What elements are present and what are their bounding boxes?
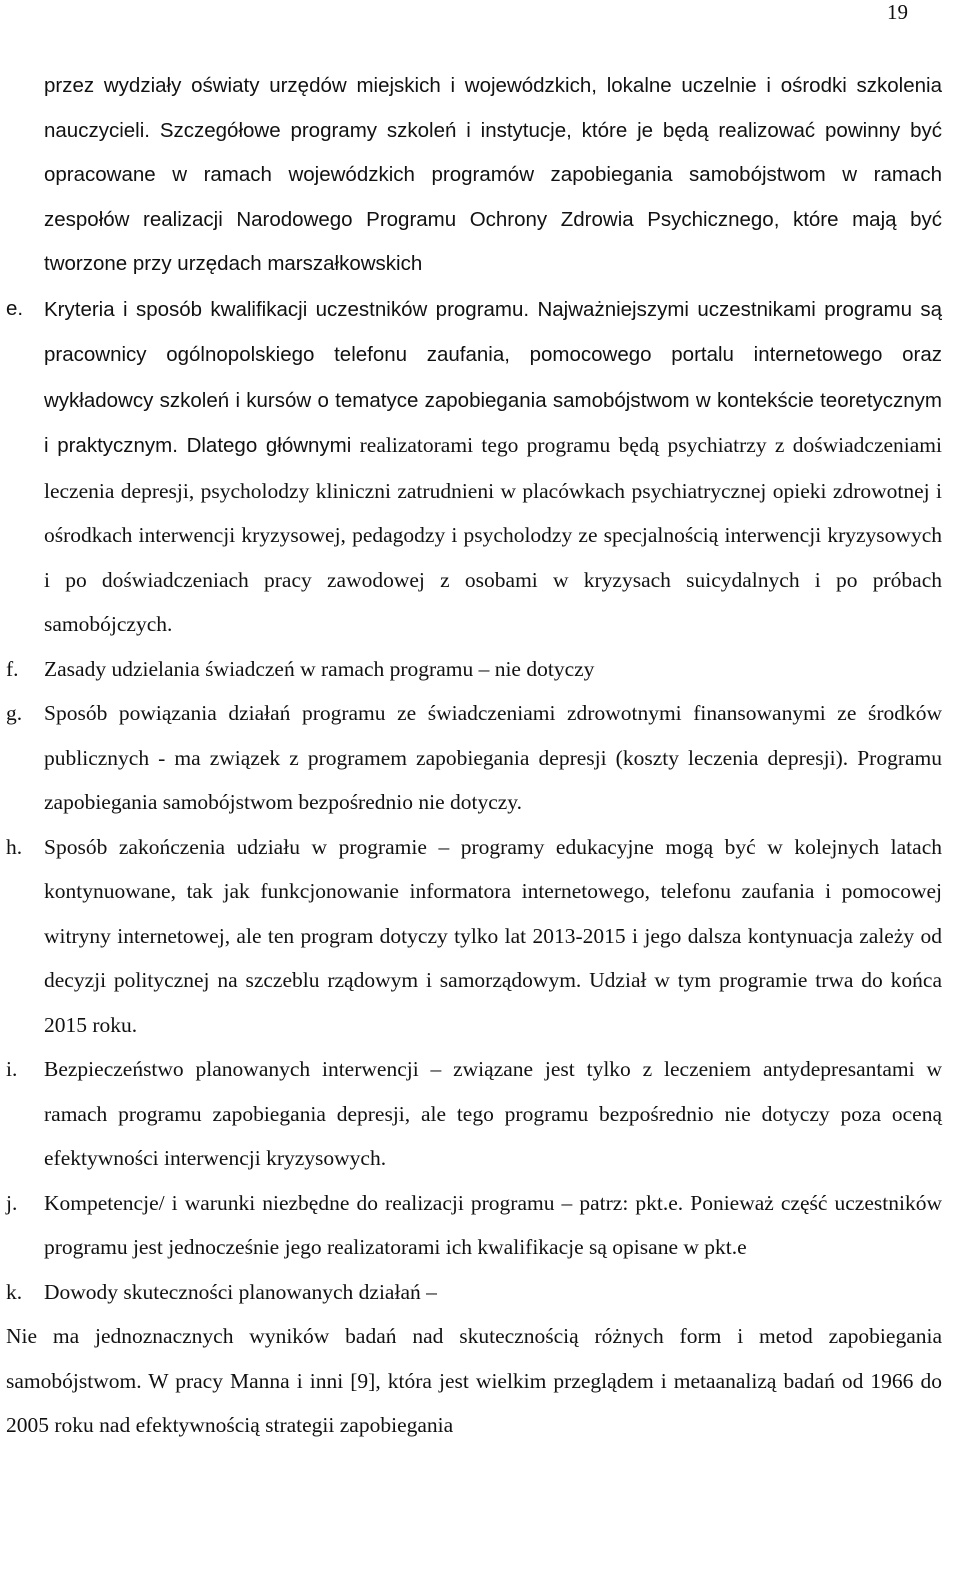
closing-paragraph: Nie ma jednoznacznych wyników badań nad skutecznością różnych form i metod zapobiegania samobójstwom. W pracy Manna i inni [9], która jest wielkim przeglądem i metaanalizą badań od 1966 do 2005 roku nad efektywnością strategii zapobiegania <box>6 1324 942 1437</box>
list-item-k <box>6 1270 942 1315</box>
list-item-text: Sposób zakończenia udziału w programie – programy edukacyjne mogą być w kolejnych latach kontynuowane, tak jak funkcjonowanie informatora internetowego, telefonu zaufania i pomocowej witryny internetowej, ale ten program dotyczy tylko lat 2013-2015 i jego dalsza kontynuacja zależy od decyzji politycznej na szczeblu rządowym i samorządowym. Udział w tym programie trwa do końca 2015 roku. <box>44 834 942 1037</box>
list-marker: f. <box>6 656 19 681</box>
document-body <box>6 64 942 1448</box>
list-item-text: Zasady udzielania świadczeń w ramach programu – nie dotyczy <box>44 656 595 681</box>
list-item-text-serif: realizatorami tego programu będą psychiatrzy z doświadczeniami leczenia depresji, psycholodzy kliniczni zatrudnieni w placówkach psychiatrycznej opieki zdrowotnej i ośrodkach interwencji kryzysowej, pedagodzy i psycholodzy ze specjalnością interwencji kryzysowych i po doświadczeniach pracy zawodowej z osobami w kryzysach suicydalnych i po próbach samobójczych. <box>44 433 943 636</box>
list-item-e <box>6 287 942 647</box>
intro-paragraph: przez wydziały oświaty urzędów miejskich i wojewódzkich, lokalne uczelnie i ośrodki szkolenia nauczycieli. Szczegółowe programy szkoleń i instytucje, które je będą realizować powinny być opracowane w ramach wojewódzkich programów zapobiegania samobójstwom w ramach zespołów realizacji Narodowego Programu Ochrony Zdrowia Psychicznego, które mają być tworzone przy urzędach marszałkowskich <box>44 74 942 275</box>
list-item-f <box>6 647 942 692</box>
list-marker: e. <box>6 296 24 320</box>
list-marker: g. <box>6 701 23 725</box>
list-item-text: Kompetencje/ i warunki niezbędne do realizacji programu – patrz: pkt.e. Ponieważ część uczestników programu jest jednocześnie jego realizatorami ich kwalifikacje są opisane w pkt.e <box>44 1190 942 1259</box>
list-item-text: Dowody skuteczności planowanych działań – <box>44 1279 437 1304</box>
list-marker: h. <box>6 834 23 859</box>
page-number: 19 <box>887 0 908 24</box>
list-item-i <box>6 1047 942 1181</box>
list-item-g <box>6 691 942 825</box>
list-item-text-sans: Kryteria i sposób kwalifikacji uczestników programu. Najważniejszymi uczestnikami programu są pracownicy ogólnopolskiego telefonu zaufania, pomocowego portalu internetowego oraz wykładowcy szkoleń i kursów o tematyce zapobiegania samobójstwom w kontekście teoretycznym i praktycznym. Dlatego głównymi <box>44 297 942 457</box>
list-item-h <box>6 825 942 1048</box>
list-item-j <box>6 1181 942 1270</box>
list-marker: i. <box>6 1057 18 1081</box>
list-item-text: Bezpieczeństwo planowanych interwencji – związane jest tylko z leczeniem antydepresantami w ramach programu zapobiegania depresji, ale tego programu bezpośrednio nie dotyczy poza oceną efektywności interwencji kryzysowych. <box>44 1057 942 1170</box>
list-marker: k. <box>6 1279 23 1304</box>
list-marker: j. <box>6 1190 18 1215</box>
list-item-text: Sposób powiązania działań programu ze świadczeniami zdrowotnymi finansowanymi ze środków publicznych - ma związek z programem zapobiegania depresji (koszty leczenia depresji). Programu zapobiegania samobójstwom bezpośrednio nie dotyczy. <box>44 701 942 814</box>
